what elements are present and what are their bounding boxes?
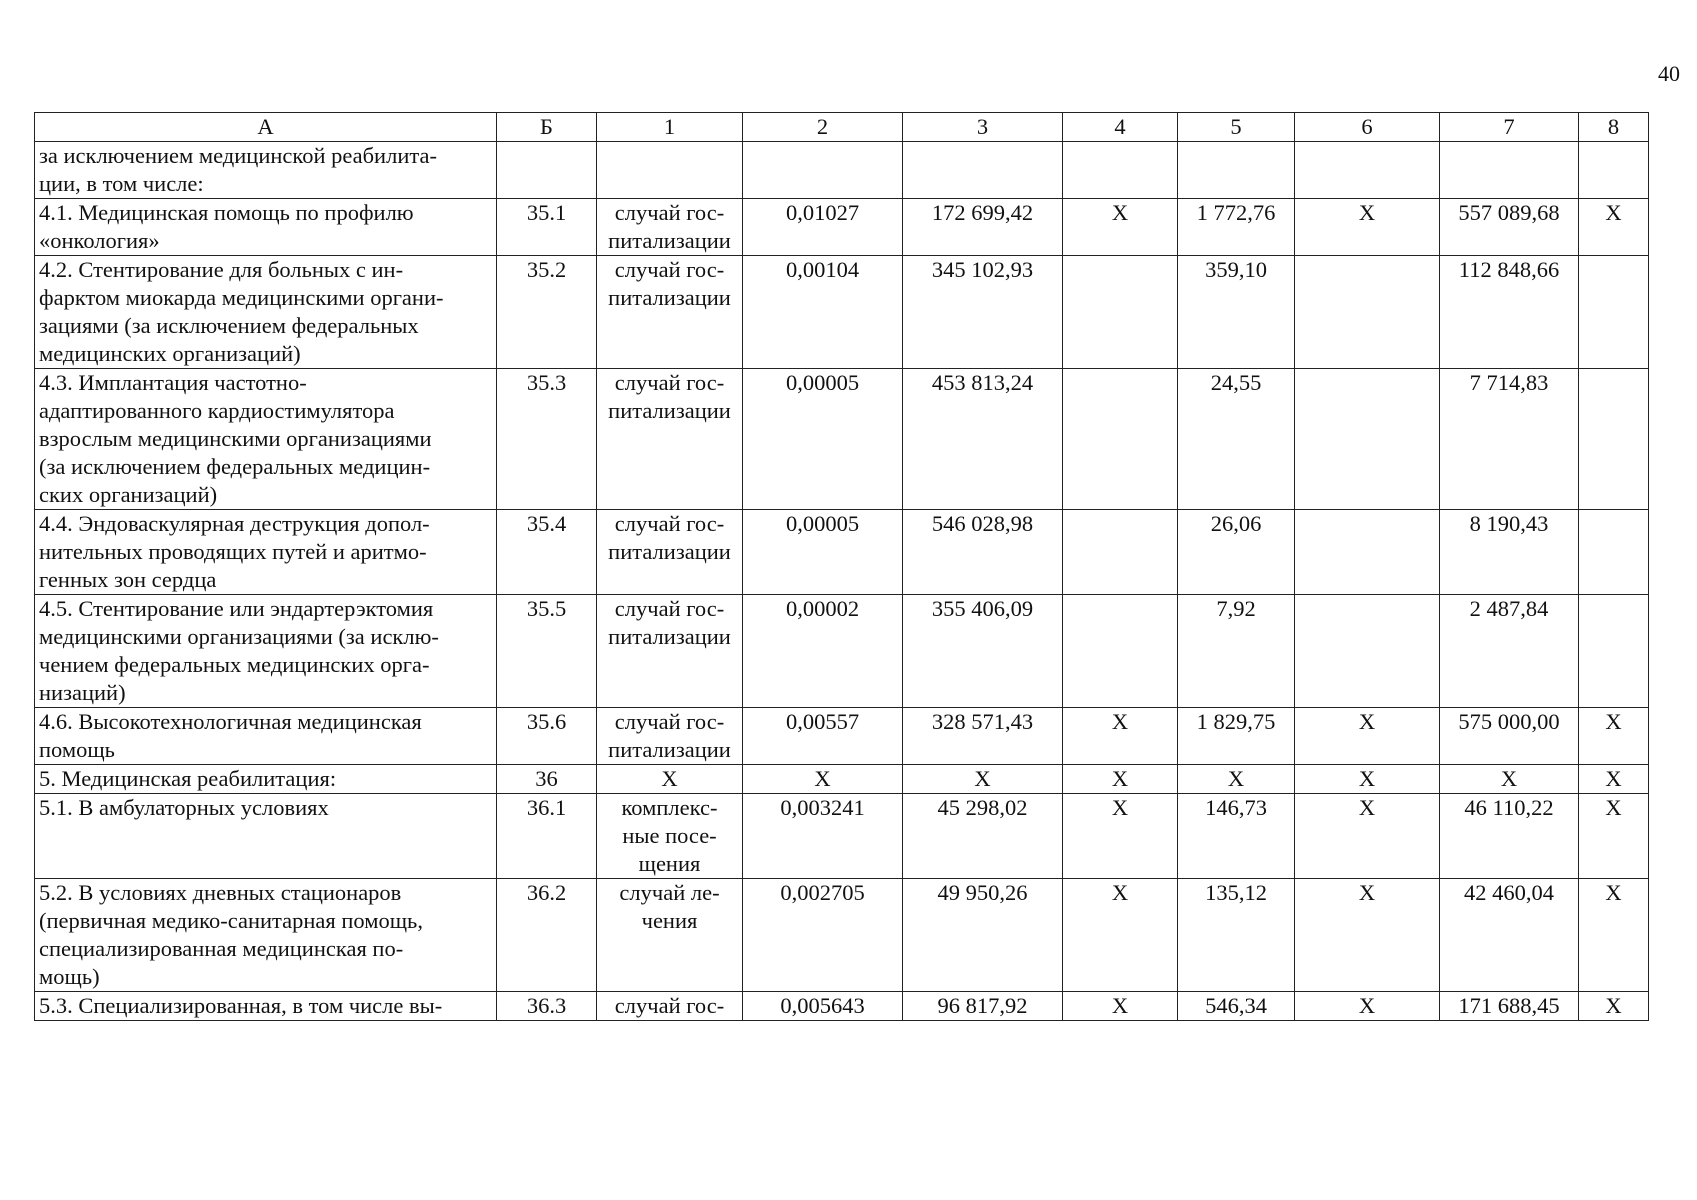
cell-col-a: 5.2. В условиях дневных стационаров (первичная медико-санитарная помощь, специализированная медицинская по- мощь) — [35, 879, 497, 992]
cell-col-b: 36.3 — [497, 992, 597, 1021]
table-header-row — [35, 113, 1649, 142]
cell-col-a: за исключением медицинской реабилита- ции, в том числе: — [35, 142, 497, 199]
table-row — [35, 256, 1649, 369]
cell-col-3: 96 817,92 — [903, 992, 1063, 1021]
cell-col-8 — [1579, 369, 1649, 510]
cell-col-3 — [903, 142, 1063, 199]
cell-col-1: случай гос- — [597, 992, 743, 1021]
table-row — [35, 765, 1649, 794]
cell-col-2: 0,00104 — [743, 256, 903, 369]
table-row — [35, 142, 1649, 199]
cell-col-2: 0,002705 — [743, 879, 903, 992]
cell-col-8 — [1579, 142, 1649, 199]
cell-col-3: 546 028,98 — [903, 510, 1063, 595]
cell-col-a: 5.3. Специализированная, в том числе вы- — [35, 992, 497, 1021]
cell-col-4 — [1063, 142, 1178, 199]
cell-col-a: 4.1. Медицинская помощь по профилю «онкология» — [35, 199, 497, 256]
cell-col-b: 35.6 — [497, 708, 597, 765]
cell-col-3: 328 571,43 — [903, 708, 1063, 765]
cell-col-6 — [1295, 510, 1440, 595]
table-row — [35, 708, 1649, 765]
cell-col-8 — [1579, 510, 1649, 595]
cell-col-b — [497, 142, 597, 199]
header-cell-col-8: 8 — [1579, 113, 1649, 142]
cell-col-2: 0,00005 — [743, 369, 903, 510]
cell-col-7: 171 688,45 — [1440, 992, 1579, 1021]
cell-col-7: 42 460,04 — [1440, 879, 1579, 992]
cell-col-2: 0,005643 — [743, 992, 903, 1021]
cell-col-6 — [1295, 256, 1440, 369]
page-number: 40 — [1658, 61, 1680, 86]
cell-col-5: 1 829,75 — [1178, 708, 1295, 765]
cell-col-b: 35.4 — [497, 510, 597, 595]
cell-col-a: 4.4. Эндоваскулярная деструкция допол- нительных проводящих путей и аритмо- генных зон сердца — [35, 510, 497, 595]
cell-col-8: Х — [1579, 879, 1649, 992]
cell-col-6 — [1295, 595, 1440, 708]
cell-col-1: комплекс- ные посе- щения — [597, 794, 743, 879]
cell-col-b: 36 — [497, 765, 597, 794]
cell-col-6: Х — [1295, 199, 1440, 256]
cell-col-1: случай ле- чения — [597, 879, 743, 992]
cell-col-a: 4.5. Стентирование или эндартерэктомия медицинскими организациями (за исклю- чением федеральных медицинских орга- низаций) — [35, 595, 497, 708]
cell-col-4: Х — [1063, 992, 1178, 1021]
table-body — [35, 113, 1649, 1021]
cell-col-1: случай гос- питализации — [597, 595, 743, 708]
cell-col-7: 46 110,22 — [1440, 794, 1579, 879]
table-row — [35, 199, 1649, 256]
cell-col-5: 546,34 — [1178, 992, 1295, 1021]
cell-col-1: случай гос- питализации — [597, 369, 743, 510]
cell-col-b: 35.3 — [497, 369, 597, 510]
cell-col-6: Х — [1295, 765, 1440, 794]
cell-col-b: 35.2 — [497, 256, 597, 369]
cell-col-1: случай гос- питализации — [597, 199, 743, 256]
cell-col-6: Х — [1295, 708, 1440, 765]
cell-col-7 — [1440, 142, 1579, 199]
cell-col-8: Х — [1579, 708, 1649, 765]
cell-col-5: 146,73 — [1178, 794, 1295, 879]
header-cell-col-4: 4 — [1063, 113, 1178, 142]
cell-col-2: 0,00557 — [743, 708, 903, 765]
cell-col-7: 557 089,68 — [1440, 199, 1579, 256]
cell-col-6 — [1295, 142, 1440, 199]
cell-col-4: Х — [1063, 794, 1178, 879]
cell-col-4 — [1063, 510, 1178, 595]
table-row — [35, 794, 1649, 879]
cell-col-8: Х — [1579, 992, 1649, 1021]
cell-col-3: 453 813,24 — [903, 369, 1063, 510]
cell-col-7: 112 848,66 — [1440, 256, 1579, 369]
table-row — [35, 510, 1649, 595]
cell-col-7: 575 000,00 — [1440, 708, 1579, 765]
cell-col-1: случай гос- питализации — [597, 708, 743, 765]
cell-col-a: 4.2. Стентирование для больных с ин- фарктом миокарда медицинскими органи- зациями (за исключением федеральных медицинских организаций) — [35, 256, 497, 369]
cell-col-2 — [743, 142, 903, 199]
cell-col-5: 1 772,76 — [1178, 199, 1295, 256]
table-row — [35, 992, 1649, 1021]
cell-col-5: 135,12 — [1178, 879, 1295, 992]
cell-col-1: случай гос- питализации — [597, 256, 743, 369]
header-cell-col-2: 2 — [743, 113, 903, 142]
table-row — [35, 879, 1649, 992]
cell-col-b: 36.2 — [497, 879, 597, 992]
cell-col-2: 0,003241 — [743, 794, 903, 879]
cell-col-a: 4.3. Имплантация частотно- адаптированного кардиостимулятора взрослым медицинскими организациями (за исключением федеральных медицин- ских организаций) — [35, 369, 497, 510]
cell-col-7: 8 190,43 — [1440, 510, 1579, 595]
cell-col-4 — [1063, 369, 1178, 510]
header-cell-col-5: 5 — [1178, 113, 1295, 142]
header-cell-col-3: 3 — [903, 113, 1063, 142]
cell-col-1: случай гос- питализации — [597, 510, 743, 595]
cell-col-a: 4.6. Высокотехнологичная медицинская помощь — [35, 708, 497, 765]
cell-col-b: 35.5 — [497, 595, 597, 708]
cell-col-5: 7,92 — [1178, 595, 1295, 708]
cell-col-4: Х — [1063, 765, 1178, 794]
tariff-table — [34, 112, 1649, 1021]
header-cell-col-6: 6 — [1295, 113, 1440, 142]
cell-col-4 — [1063, 595, 1178, 708]
cell-col-2: 0,00002 — [743, 595, 903, 708]
cell-col-6: Х — [1295, 992, 1440, 1021]
cell-col-3: Х — [903, 765, 1063, 794]
cell-col-2: Х — [743, 765, 903, 794]
cell-col-b: 35.1 — [497, 199, 597, 256]
cell-col-a: 5.1. В амбулаторных условиях — [35, 794, 497, 879]
cell-col-5: 359,10 — [1178, 256, 1295, 369]
cell-col-2: 0,01027 — [743, 199, 903, 256]
cell-col-7: 2 487,84 — [1440, 595, 1579, 708]
cell-col-b: 36.1 — [497, 794, 597, 879]
cell-col-6: Х — [1295, 794, 1440, 879]
cell-col-3: 345 102,93 — [903, 256, 1063, 369]
cell-col-6: Х — [1295, 879, 1440, 992]
cell-col-4: Х — [1063, 879, 1178, 992]
cell-col-7: 7 714,83 — [1440, 369, 1579, 510]
table-row — [35, 595, 1649, 708]
cell-col-1: Х — [597, 765, 743, 794]
cell-col-8 — [1579, 595, 1649, 708]
cell-col-2: 0,00005 — [743, 510, 903, 595]
cell-col-3: 355 406,09 — [903, 595, 1063, 708]
cell-col-4 — [1063, 256, 1178, 369]
cell-col-4: Х — [1063, 199, 1178, 256]
cell-col-5: 24,55 — [1178, 369, 1295, 510]
cell-col-1 — [597, 142, 743, 199]
header-cell-col-7: 7 — [1440, 113, 1579, 142]
cell-col-7: Х — [1440, 765, 1579, 794]
cell-col-3: 172 699,42 — [903, 199, 1063, 256]
cell-col-3: 45 298,02 — [903, 794, 1063, 879]
cell-col-a: 5. Медицинская реабилитация: — [35, 765, 497, 794]
cell-col-4: Х — [1063, 708, 1178, 765]
cell-col-3: 49 950,26 — [903, 879, 1063, 992]
header-cell-col-b: Б — [497, 113, 597, 142]
cell-col-6 — [1295, 369, 1440, 510]
header-cell-col-a: А — [35, 113, 497, 142]
cell-col-8: Х — [1579, 765, 1649, 794]
header-cell-col-1: 1 — [597, 113, 743, 142]
cell-col-8 — [1579, 256, 1649, 369]
table-row — [35, 369, 1649, 510]
cell-col-8: Х — [1579, 199, 1649, 256]
cell-col-8: Х — [1579, 794, 1649, 879]
cell-col-5 — [1178, 142, 1295, 199]
cell-col-5: Х — [1178, 765, 1295, 794]
cell-col-5: 26,06 — [1178, 510, 1295, 595]
